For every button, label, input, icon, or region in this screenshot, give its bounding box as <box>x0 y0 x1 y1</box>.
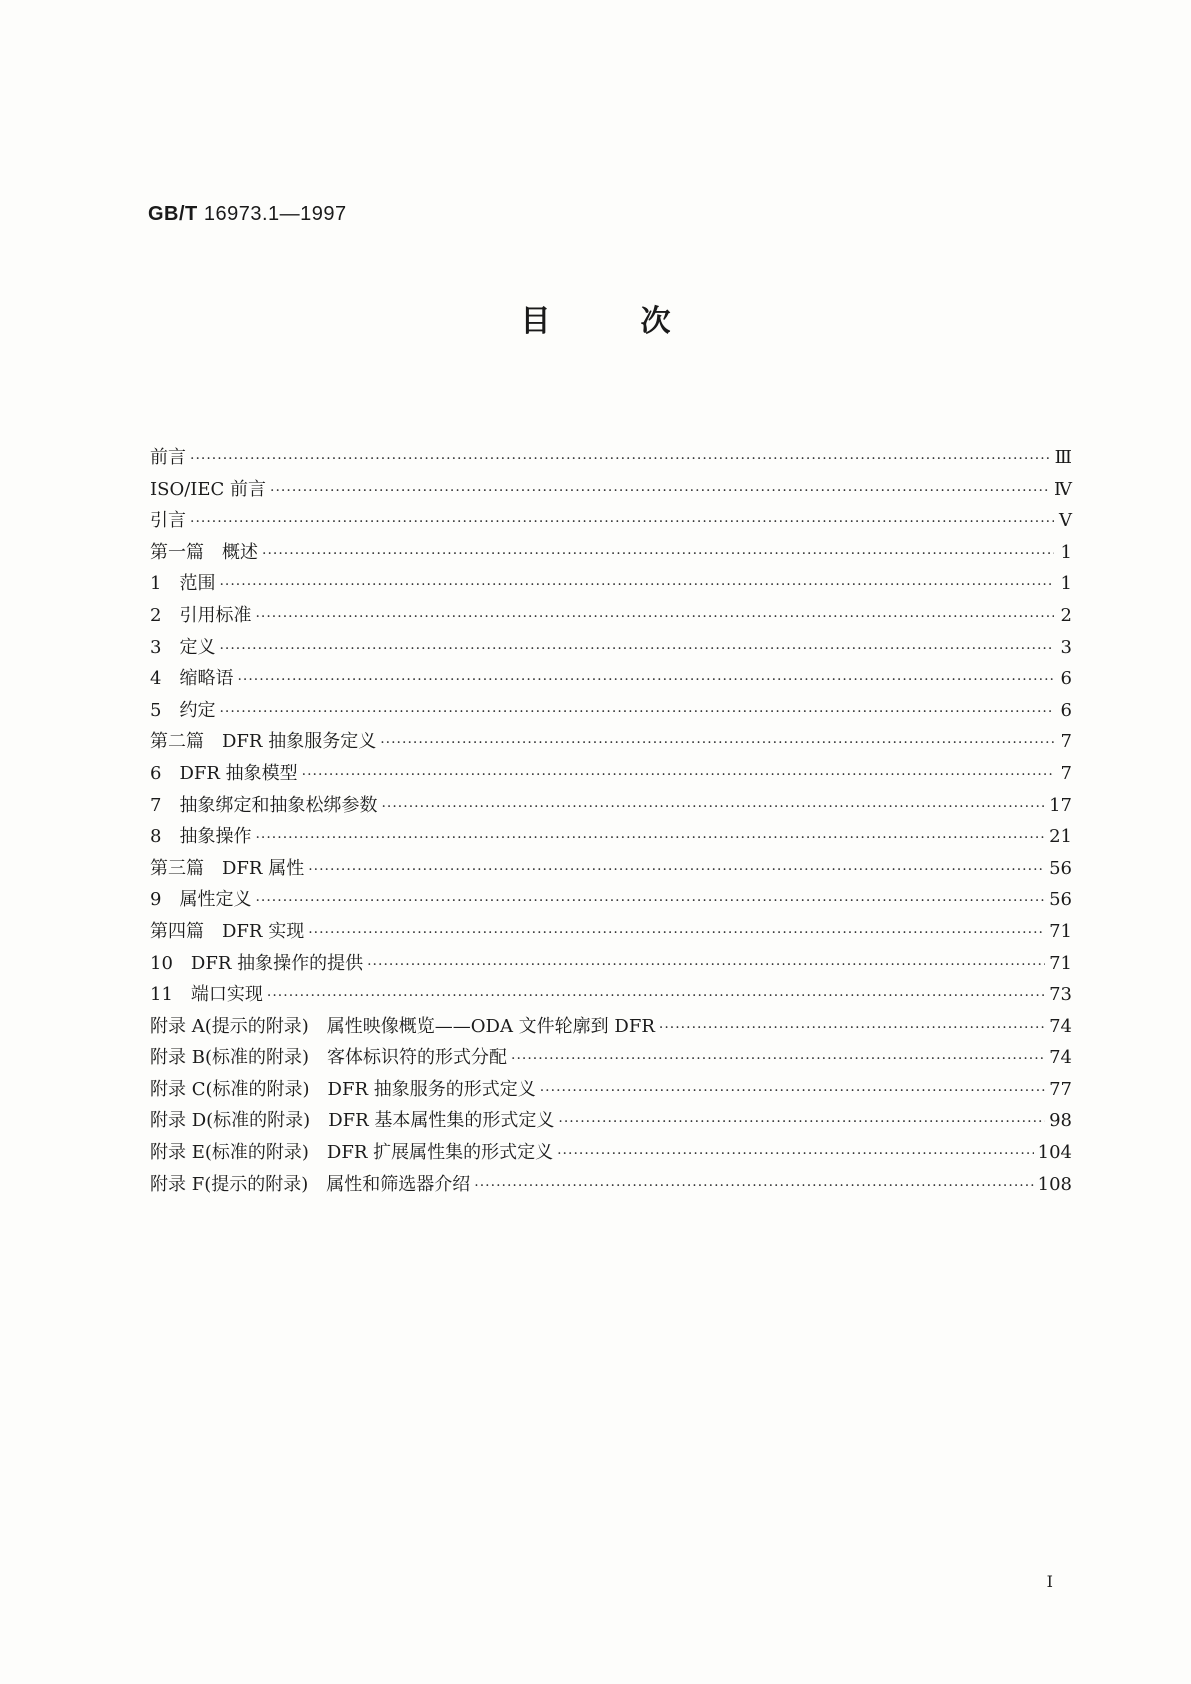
toc-entry-page: 73 <box>1049 984 1072 1006</box>
toc-entry-label: 8 抽象操作 <box>150 826 252 848</box>
toc-entry-page: 6 <box>1060 699 1072 721</box>
toc-entry-page: 1 <box>1060 573 1072 595</box>
toc-entry-page: 3 <box>1060 636 1072 658</box>
toc-dot-leader <box>219 704 1054 720</box>
page-title: 目次 <box>520 304 761 339</box>
toc-entry-label: 附录 E(标准的附录) DFR 扩展属性集的形式定义 <box>150 1142 554 1164</box>
toc-entry-page: 56 <box>1049 857 1072 879</box>
toc-entry <box>150 1106 1072 1138</box>
toc-entry-label: 11 端口实现 <box>150 984 263 1006</box>
toc-entry-label: 3 定义 <box>150 636 216 658</box>
table-of-contents <box>150 443 1072 1201</box>
toc-entry <box>150 1012 1072 1044</box>
toc-entry-page: 74 <box>1049 1047 1072 1069</box>
toc-dot-leader <box>540 1083 1045 1099</box>
toc-entry-page: Ⅲ <box>1054 447 1072 468</box>
toc-entry-label: 第二篇 DFR 抽象服务定义 <box>150 731 377 753</box>
toc-dot-leader <box>659 1020 1045 1036</box>
toc-entry <box>150 569 1072 601</box>
toc-entry-label: 前言 <box>150 447 186 468</box>
toc-dot-leader <box>219 577 1054 593</box>
toc-entry-page: 104 <box>1037 1142 1072 1164</box>
toc-entry-label: 4 缩略语 <box>150 668 234 690</box>
toc-dot-leader <box>380 735 1054 751</box>
toc-entry-page: 74 <box>1049 1015 1072 1037</box>
toc-dot-leader <box>255 830 1045 846</box>
toc-dot-leader <box>219 641 1054 657</box>
toc-entry <box>150 506 1072 538</box>
toc-entry-page: 77 <box>1049 1078 1072 1100</box>
toc-entry-page: 7 <box>1060 762 1072 784</box>
toc-entry <box>150 538 1072 570</box>
toc-entry <box>150 1043 1072 1075</box>
toc-entry-page: 21 <box>1049 826 1072 848</box>
toc-dot-leader <box>308 862 1045 878</box>
toc-entry-label: 第一篇 概述 <box>150 541 258 563</box>
toc-entry-label: 附录 F(提示的附录) 属性和筛选器介绍 <box>150 1173 471 1195</box>
toc-entry-page: 1 <box>1060 541 1072 563</box>
toc-dot-leader <box>270 483 1050 499</box>
toc-entry-page: 6 <box>1060 668 1072 690</box>
toc-entry-label: ISO/IEC 前言 <box>150 478 267 500</box>
toc-dot-leader <box>237 672 1054 688</box>
toc-entry-label: 10 DFR 抽象操作的提供 <box>150 952 364 974</box>
toc-entry-page: 17 <box>1049 794 1072 816</box>
toc-entry <box>150 1138 1072 1170</box>
toc-dot-leader <box>381 799 1045 815</box>
toc-dot-leader <box>511 1051 1045 1067</box>
toc-entry <box>150 822 1072 854</box>
toc-entry <box>150 885 1072 917</box>
standard-prefix: GB/T <box>148 203 198 225</box>
toc-entry-page: 7 <box>1060 731 1072 753</box>
toc-entry-label: 5 约定 <box>150 699 216 721</box>
toc-entry <box>150 664 1072 696</box>
toc-entry <box>150 475 1072 507</box>
toc-dot-leader <box>190 514 1054 530</box>
toc-entry <box>150 791 1072 823</box>
toc-dot-leader <box>367 957 1045 973</box>
toc-entry-label: 7 抽象绑定和抽象松绑参数 <box>150 794 378 816</box>
toc-entry-label: 6 DFR 抽象模型 <box>150 762 298 784</box>
toc-entry <box>150 696 1072 728</box>
standard-number <box>148 203 347 226</box>
page-number: I <box>1046 1572 1053 1591</box>
toc-entry-page: 71 <box>1049 952 1072 974</box>
toc-dot-leader <box>474 1178 1033 1194</box>
toc-entry-label: 2 引用标准 <box>150 604 252 626</box>
toc-dot-leader <box>255 609 1054 625</box>
toc-entry <box>150 949 1072 981</box>
toc-entry <box>150 1075 1072 1107</box>
standard-code: 16973.1—1997 <box>203 203 347 225</box>
toc-dot-leader <box>558 1114 1045 1130</box>
toc-entry-label: 附录 D(标准的附录) DFR 基本属性集的形式定义 <box>150 1110 555 1132</box>
toc-entry <box>150 759 1072 791</box>
toc-entry-label: 附录 A(提示的附录) 属性映像概览——ODA 文件轮廓到 DFR <box>150 1015 655 1037</box>
toc-dot-leader <box>308 925 1045 941</box>
toc-entry-page: 71 <box>1049 920 1072 942</box>
toc-dot-leader <box>267 988 1045 1004</box>
toc-entry <box>150 980 1072 1012</box>
toc-entry-label: 附录 C(标准的附录) DFR 抽象服务的形式定义 <box>150 1078 536 1100</box>
toc-entry <box>150 917 1072 949</box>
toc-entry <box>150 854 1072 886</box>
toc-entry <box>150 727 1072 759</box>
toc-dot-leader <box>557 1146 1034 1162</box>
toc-dot-leader <box>262 546 1054 562</box>
toc-entry-page: 98 <box>1049 1110 1072 1132</box>
toc-entry-page: 56 <box>1049 889 1072 911</box>
toc-entry-label: 第四篇 DFR 实现 <box>150 920 305 942</box>
toc-entry-page: Ⅴ <box>1059 510 1072 532</box>
toc-entry-label: 引言 <box>150 510 186 532</box>
toc-dot-leader <box>190 451 1051 467</box>
toc-entry <box>150 601 1072 633</box>
toc-entry-page: 2 <box>1060 604 1072 626</box>
toc-entry-label: 1 范围 <box>150 573 216 595</box>
toc-entry <box>150 443 1072 475</box>
toc-entry-page: 108 <box>1037 1173 1072 1195</box>
toc-entry-label: 9 属性定义 <box>150 889 252 911</box>
toc-entry-label: 第三篇 DFR 属性 <box>150 857 305 879</box>
toc-entry <box>150 633 1072 665</box>
toc-entry-label: 附录 B(标准的附录) 客体标识符的形式分配 <box>150 1047 507 1069</box>
toc-dot-leader <box>302 767 1054 783</box>
toc-entry <box>150 1170 1072 1202</box>
toc-dot-leader <box>255 893 1045 909</box>
toc-entry-page: Ⅳ <box>1054 478 1072 500</box>
